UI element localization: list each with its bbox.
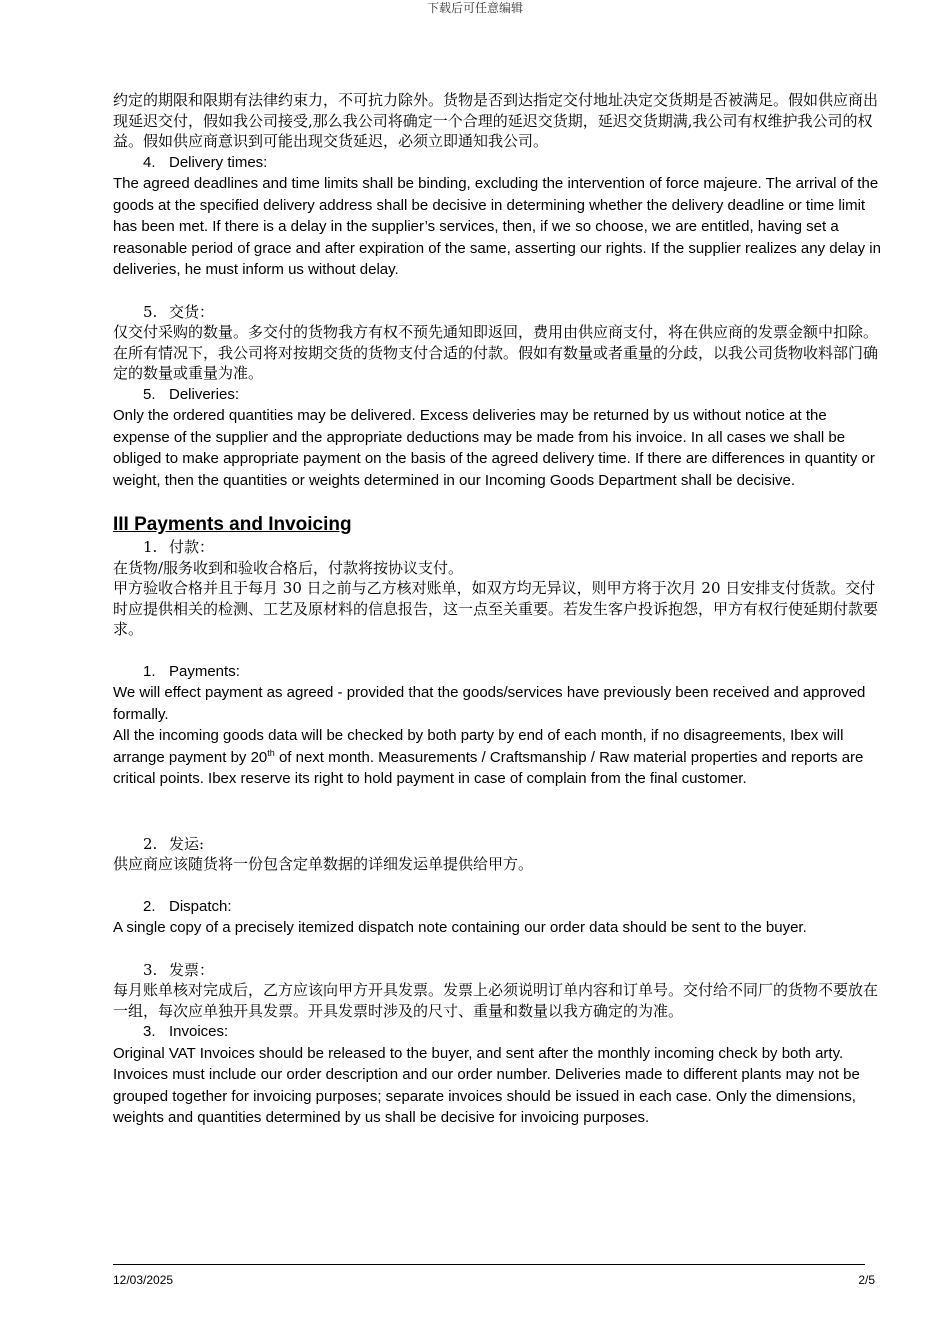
item-title: 付款： — [169, 538, 215, 556]
list-number: 4. — [143, 153, 156, 171]
ordinal-suffix: th — [267, 747, 275, 758]
list-number: 5. — [143, 302, 158, 321]
list-number: 1. — [143, 662, 156, 680]
section-heading: III Payments and Invoicing — [113, 514, 352, 535]
item-title: Delivery times: — [169, 153, 268, 171]
payments-en-body-2-a: All the incoming goods data will be checked by both party by end of each month, if no disagreements, Ibex will arrange payment by 20 — [113, 727, 844, 766]
invoices-en-body: Original VAT Invoices should be released to the buyer, and sent after the monthly incoming check by both arty. Invoices must include our order description and our order number. Deliveries made to different plants may not be grouped together for invoicing purposes; separate invoices should be issued in each case. Only the dimensions, weights and quantities determined by us shall be decisive for invoicing purposes. — [113, 1044, 860, 1126]
list-number: 2. — [143, 897, 156, 915]
payments-zh-body-2: 甲方验收合格并且于每月 30 日之前与乙方核对账单，如双方均无异议，则甲方将于次月 20 日安排支付货款。交付时应提供相关的检测、工艺及原材料的信息报告，这一点至关重要。若发生客户投诉抱怨，甲方有权行使延期付款要求。 — [113, 579, 879, 638]
payments-en-item — [113, 661, 883, 683]
page-number: 2/5 — [858, 1273, 875, 1287]
payments-zh-body-1: 在货物/服务收到和验收合格后，付款将按协议支付。 — [113, 558, 464, 577]
list-number: 2. — [143, 834, 158, 853]
payments-en-body-1: We will effect payment as agreed - provided that the goods/services have previously been received and approved formally. — [113, 684, 866, 723]
item-title: 发运: — [169, 834, 205, 853]
item-title: 发票： — [169, 960, 215, 979]
item-title: Deliveries: — [169, 385, 240, 403]
deliveries-zh-body: 仅交付采购的数量。多交付的货物我方有权不预先通知即返回，费用由供应商支付，将在供应商的发票金额中扣除。在所有情况下，我公司将对按期交货的货物支付合适的付款。假如有数量或者重量的分歧，以我公司货物收料部门确定的数量或重量为准。 — [113, 323, 879, 382]
payments-zh-item — [113, 537, 883, 558]
footer-divider — [113, 1264, 865, 1265]
document-body — [113, 90, 883, 1129]
delivery-times-en-item — [113, 152, 883, 174]
deliveries-en-body: Only the ordered quantities may be delivered. Excess deliveries may be returned by us without notice at the expense of the supplier and the appropriate deductions may be made from his invoice. In all cases we shall be obliged to make appropriate payment on the basis of the agreed delivery time. If there are differences in quantity or weight, then the quantities or weights determined in our Incoming Goods Department shall be decisive. — [113, 407, 875, 489]
item-title: 交货： — [169, 302, 215, 321]
delivery-times-en-body: The agreed deadlines and time limits shall be binding, excluding the intervention of force majeure. The arrival of the goods at the specified delivery address shall be decisive in determining whether the delivery deadline or time limit has been met. If there is a delay in the supplier’s services, then, if we so choose, we are entitled, having set a reasonable period of grace and after expiration of the same, asserting our rights. If the supplier realizes any delay in deliveries, he must inform us without delay. — [113, 175, 881, 278]
page-header: 下载后可任意编辑 — [426, 1, 523, 15]
deliveries-zh-item — [113, 302, 883, 323]
invoices-zh-item — [113, 960, 883, 981]
list-number: 3. — [143, 960, 158, 979]
dispatch-en-item — [113, 896, 883, 918]
list-number: 3. — [143, 1023, 156, 1040]
item-title: Dispatch: — [169, 897, 232, 915]
dispatch-en-body: A single copy of a precisely itemized dispatch note containing our order data should be sent to the buyer. — [113, 919, 807, 936]
payments-en-body-2-b: of next month. Measurements / Craftsmanship / Raw material properties and reports are critical points. Ibex reserve its right to hold payment in case of complain from the final customer. — [113, 748, 864, 787]
dispatch-zh-body: 供应商应该随货将一份包含定单数据的详细发运单提供给甲方。 — [113, 855, 534, 873]
dispatch-zh-item — [113, 834, 883, 855]
item-title: Payments: — [169, 662, 240, 680]
invoices-zh-body: 每月账单核对完成后，乙方应该向甲方开具发票。发票上必须说明订单内容和订单号。交付给不同厂的货物不要放在一组，每次应单独开具发票。开具发票时涉及的尺寸、重量和数量以我方确定的为准。 — [113, 981, 879, 1020]
invoices-en-item — [113, 1021, 883, 1043]
list-number: 5. — [143, 385, 156, 403]
deliveries-en-item — [113, 384, 883, 406]
footer-date: 12/03/2025 — [113, 1273, 174, 1287]
list-number: 1. — [143, 538, 158, 556]
payments-en-body-2 — [113, 725, 883, 790]
delivery-times-zh-body: 约定的期限和限期有法律约束力，不可抗力除外。货物是否到达指定交付地址决定交货期是否被满足。假如供应商出现延迟交付，假如我公司接受,那么我公司将确定一个合理的延迟交货期，延迟交货期满,我公司有权维护我公司的权益。假如供应商意识到可能出现交货延迟，必须立即通知我公司。 — [113, 91, 879, 150]
item-title: Invoices: — [169, 1023, 229, 1040]
